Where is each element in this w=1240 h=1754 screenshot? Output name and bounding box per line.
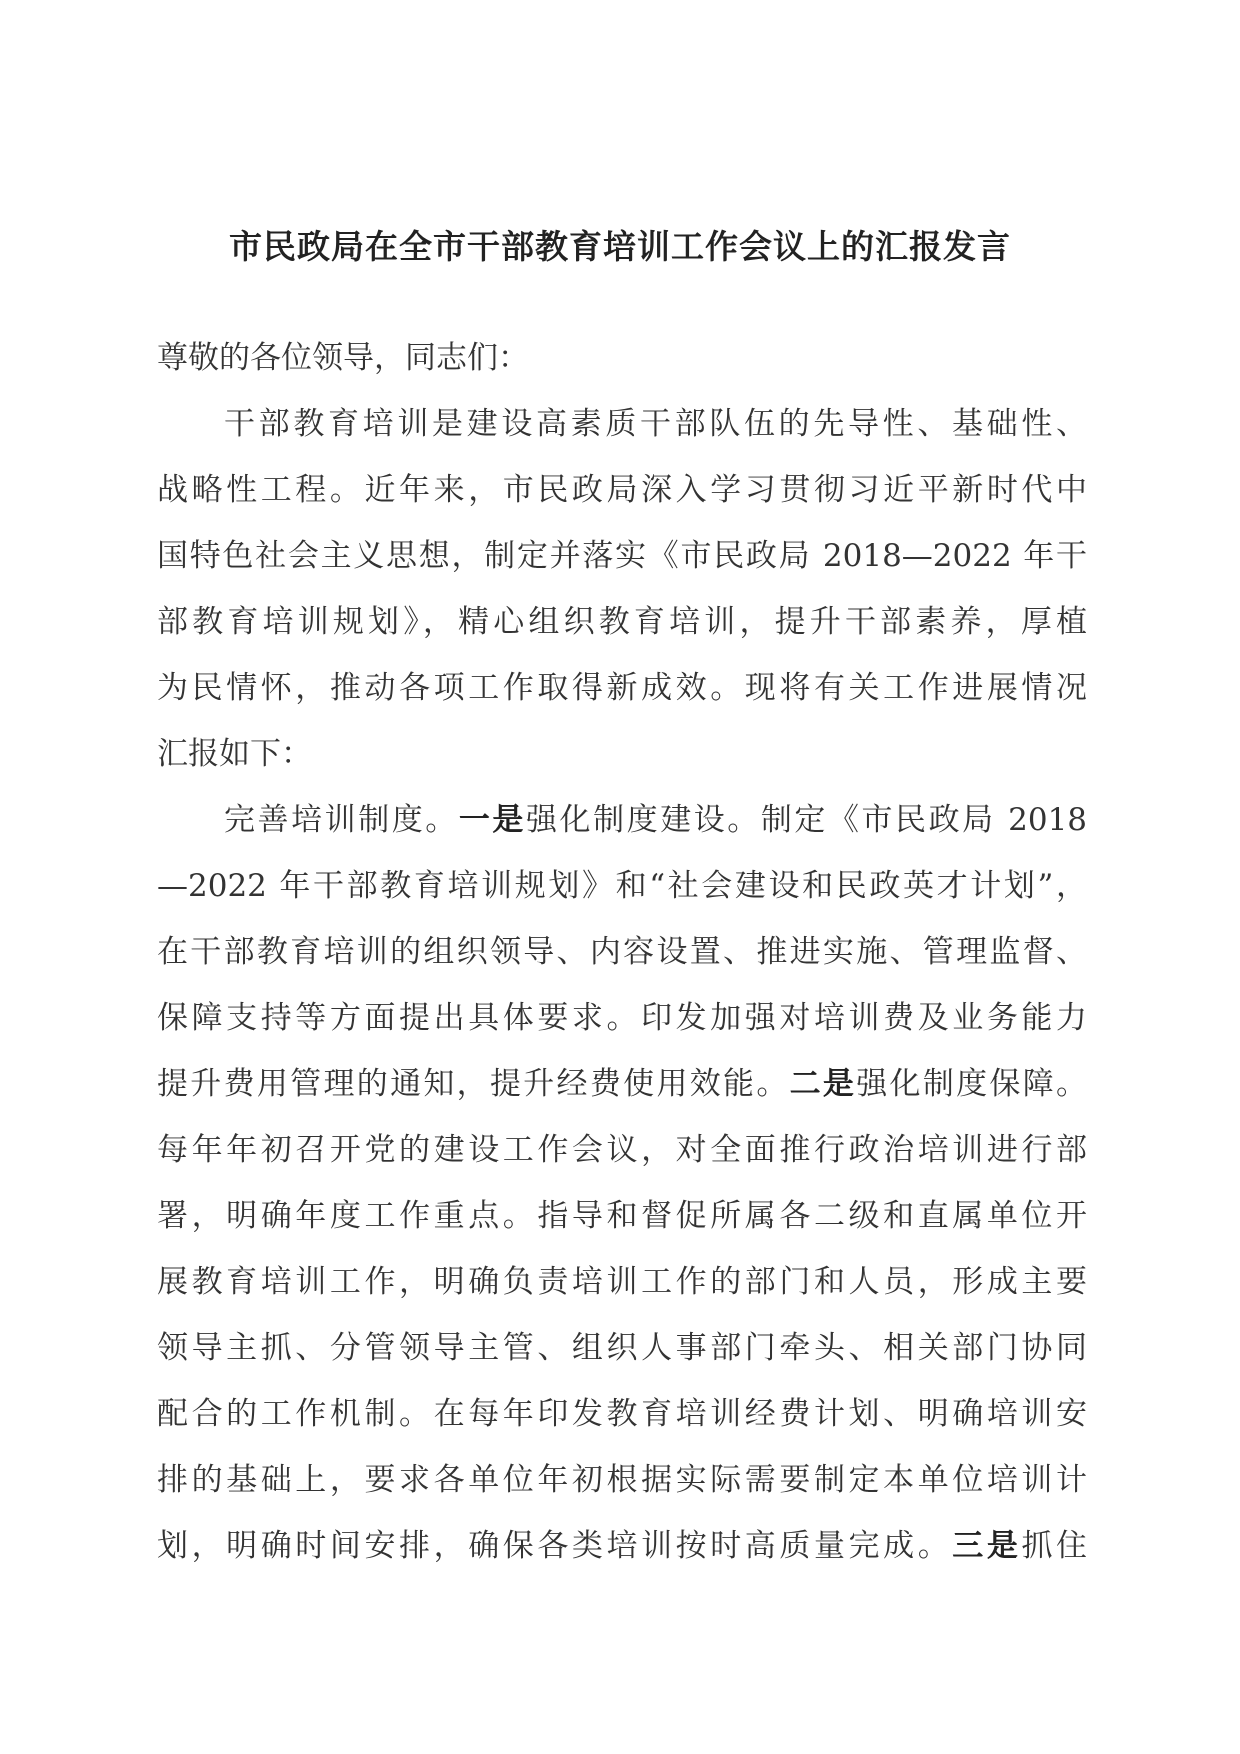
text-segment: 战略性工程。近年来，市民政局深入学习贯彻习近平新时代中 xyxy=(157,472,1087,508)
paragraph-line xyxy=(157,919,1087,985)
paragraph-line xyxy=(157,655,1087,721)
paragraph-line xyxy=(157,1051,1087,1117)
paragraph-line xyxy=(157,457,1087,523)
bold-marker: 一是 xyxy=(458,802,526,838)
paragraph-line xyxy=(157,1447,1087,1513)
text-segment: 强化制度保障。 xyxy=(856,1066,1088,1102)
salutation: 尊敬的各位领导，同志们： xyxy=(157,340,529,376)
paragraph-line xyxy=(157,985,1087,1051)
paragraph-line xyxy=(157,1117,1087,1183)
text-segment: 抓住 xyxy=(1021,1528,1088,1564)
text-segment: 排的基础上，要求各单位年初根据实际需要制定本单位培训计 xyxy=(157,1462,1087,1498)
paragraph-line xyxy=(224,787,1087,853)
paragraph-line xyxy=(157,523,1087,589)
text-segment: 为民情怀，推动各项工作取得新成效。现将有关工作进展情况 xyxy=(157,670,1087,706)
text-segment: 部教育培训规划》，精心组织教育培训，提升干部素养，厚植 xyxy=(157,604,1087,640)
text-segment: 配合的工作机制。在每年印发教育培训经费计划、明确培训安 xyxy=(157,1396,1087,1432)
paragraph-line xyxy=(157,1249,1087,1315)
text-segment: 汇报如下： xyxy=(157,736,312,772)
text-segment: 完善培训制度。 xyxy=(224,802,459,838)
paragraph-line xyxy=(157,1315,1087,1381)
text-segment: 干部教育培训是建设高素质干部队伍的先导性、基础性、 xyxy=(224,406,1087,442)
text-segment: 展教育培训工作，明确负责培训工作的部门和人员，形成主要 xyxy=(157,1264,1087,1300)
paragraph-line xyxy=(157,1513,1087,1579)
paragraph-line xyxy=(224,391,1087,457)
paragraph-line xyxy=(157,721,1087,787)
text-segment: 署，明确年度工作重点。指导和督促所属各二级和直属单位开 xyxy=(157,1198,1087,1234)
text-segment: 保障支持等方面提出具体要求。印发加强对培训费及业务能力 xyxy=(157,1000,1087,1036)
bold-marker: 三是 xyxy=(952,1528,1022,1564)
text-segment: 划，明确时间安排，确保各类培训按时高质量完成。 xyxy=(157,1528,953,1564)
text-segment: 提升费用管理的通知，提升经费使用效能。 xyxy=(157,1066,790,1102)
text-segment: 国特色社会主义思想，制定并落实《市民政局 2018—2022 年干 xyxy=(157,538,1087,574)
paragraph-line xyxy=(157,589,1087,655)
paragraph-line xyxy=(157,853,1087,919)
text-segment: 每年年初召开党的建设工作会议，对全面推行政治培训进行部 xyxy=(157,1132,1087,1168)
document-title: 市民政局在全市干部教育培训工作会议上的汇报发言 xyxy=(229,227,1011,266)
bold-marker: 二是 xyxy=(789,1066,857,1102)
text-segment: 领导主抓、分管领导主管、组织人事部门牵头、相关部门协同 xyxy=(157,1330,1087,1366)
paragraph-line xyxy=(157,1381,1087,1447)
text-segment: —2022 年干部教育培训规划》和“社会建设和民政英才计划”， xyxy=(157,868,1087,904)
text-segment: 强化制度建设。制定《市民政局 2018 xyxy=(525,802,1088,838)
text-segment: 在干部教育培训的组织领导、内容设置、推进实施、管理监督、 xyxy=(157,934,1087,970)
paragraph-line xyxy=(157,1183,1087,1249)
